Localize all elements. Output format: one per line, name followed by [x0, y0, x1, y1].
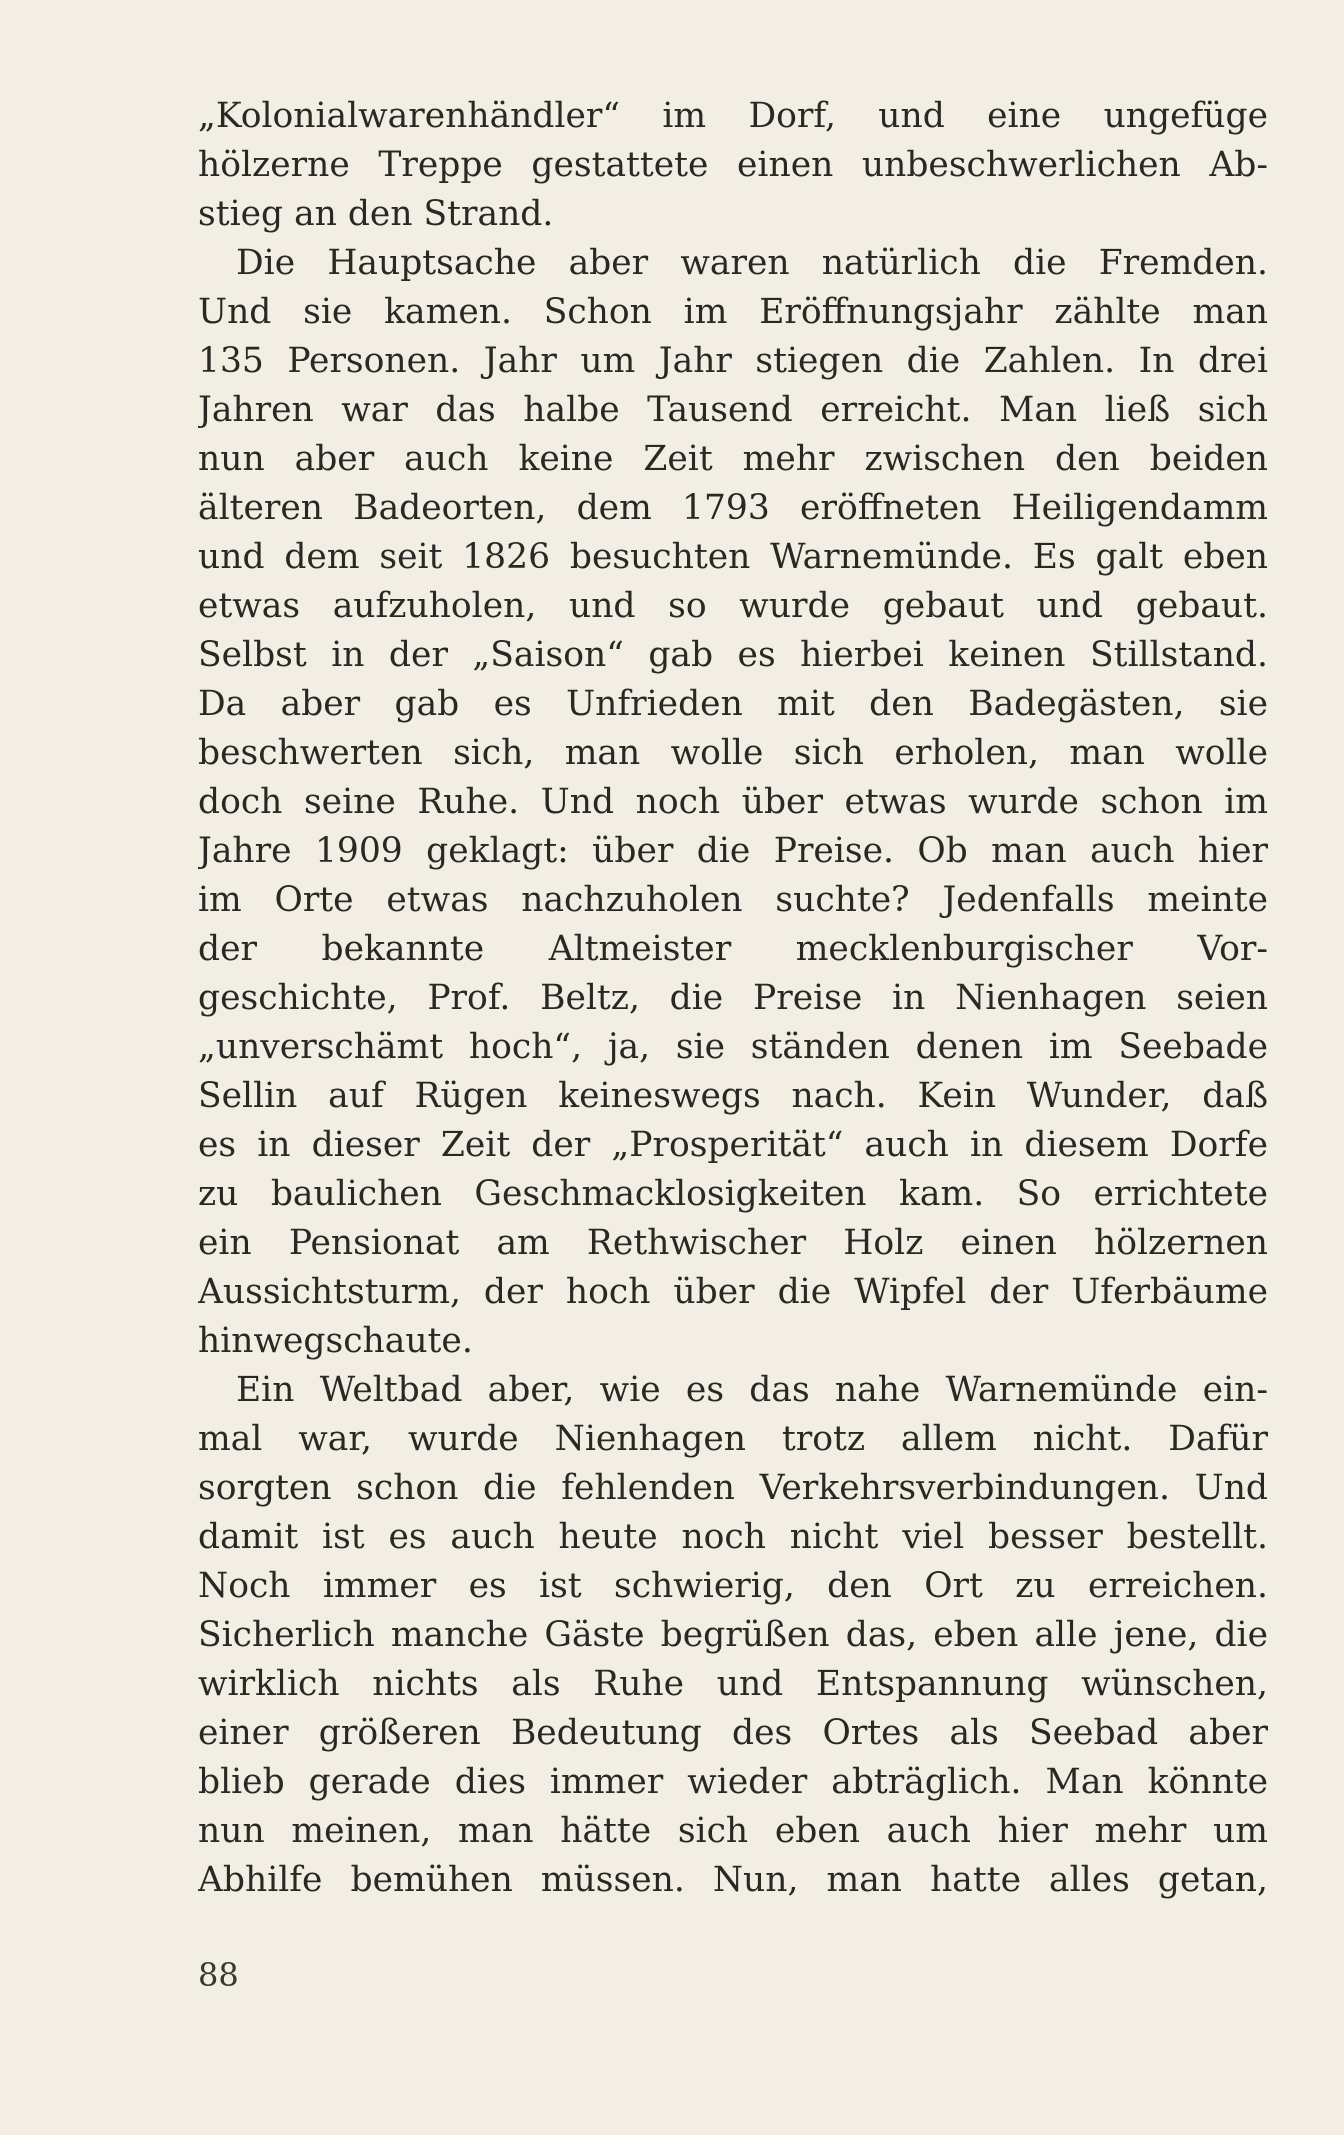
text-line: sorgten schon die fehlenden Verkehrsverbindungen. Und [198, 1468, 1268, 1508]
text-line: Noch immer es ist schwierig, den Ort zu erreichen. [198, 1566, 1268, 1606]
text-line: wirklich nichts als Ruhe und Entspannung wünschen, [198, 1664, 1268, 1704]
page-number: 88 [198, 1956, 239, 1994]
text-line: hinwegschaute. [198, 1321, 473, 1361]
text-line: es in dieser Zeit der „Prosperität“ auch in diesem Dorfe [198, 1125, 1268, 1165]
text-line: im Orte etwas nachzuholen suchte? Jedenfalls meinte [198, 880, 1268, 920]
text-line: mal war, wurde Nienhagen trotz allem nicht. Dafür [198, 1419, 1268, 1459]
text-line: 135 Personen. Jahr um Jahr stiegen die Zahlen. In drei [198, 341, 1268, 381]
text-line: und dem seit 1826 besuchten Warnemünde. Es galt eben [198, 537, 1268, 577]
text-line: Sellin auf Rügen keineswegs nach. Kein Wunder, daß [198, 1076, 1268, 1116]
text-line: einer größeren Bedeutung des Ortes als Seebad aber [198, 1713, 1268, 1753]
text-line: Und sie kamen. Schon im Eröffnungsjahr zählte man [198, 292, 1268, 332]
text-line: hölzerne Treppe gestattete einen unbeschwerlichen Ab- [198, 145, 1268, 185]
text-line: der bekannte Altmeister mecklenburgischer Vor- [198, 929, 1268, 969]
text-line: Die Hauptsache aber waren natürlich die Fremden. [236, 243, 1268, 283]
text-line: etwas aufzuholen, und so wurde gebaut und gebaut. [198, 586, 1268, 626]
text-line: doch seine Ruhe. Und noch über etwas wurde schon im [198, 782, 1268, 822]
text-line: „Kolonialwarenhändler“ im Dorf, und eine ungefüge [198, 96, 1268, 136]
body-text [198, 92, 1268, 1905]
text-line: blieb gerade dies immer wieder abträglich. Man könnte [198, 1762, 1268, 1802]
text-line: Abhilfe bemühen müssen. Nun, man hatte alles getan, [198, 1860, 1268, 1900]
text-line: zu baulichen Geschmacklosigkeiten kam. So errichtete [198, 1174, 1268, 1214]
text-line: stieg an den Strand. [198, 194, 554, 234]
text-line: nun meinen, man hätte sich eben auch hier mehr um [198, 1811, 1268, 1851]
text-line: geschichte, Prof. Beltz, die Preise in Nienhagen seien [198, 978, 1268, 1018]
text-line: Da aber gab es Unfrieden mit den Badegästen, sie [198, 684, 1268, 724]
text-line: älteren Badeorten, dem 1793 eröffneten Heiligendamm [198, 488, 1268, 528]
text-line: ein Pensionat am Rethwischer Holz einen hölzernen [198, 1223, 1268, 1263]
text-line: Ein Weltbad aber, wie es das nahe Warnemünde ein- [236, 1370, 1268, 1410]
text-line: beschwerten sich, man wolle sich erholen, man wolle [198, 733, 1268, 773]
text-line: „unverschämt hoch“, ja, sie ständen denen im Seebade [198, 1027, 1268, 1067]
text-line: damit ist es auch heute noch nicht viel besser bestellt. [198, 1517, 1268, 1557]
text-line: Jahre 1909 geklagt: über die Preise. Ob man auch hier [198, 831, 1268, 871]
text-line: Jahren war das halbe Tausend erreicht. Man ließ sich [198, 390, 1268, 430]
text-line: Selbst in der „Saison“ gab es hierbei keinen Stillstand. [198, 635, 1268, 675]
text-line: nun aber auch keine Zeit mehr zwischen den beiden [198, 439, 1268, 479]
text-line: Aussichtsturm, der hoch über die Wipfel der Uferbäume [198, 1272, 1268, 1312]
text-line: Sicherlich manche Gäste begrüßen das, eben alle jene, die [198, 1615, 1268, 1655]
